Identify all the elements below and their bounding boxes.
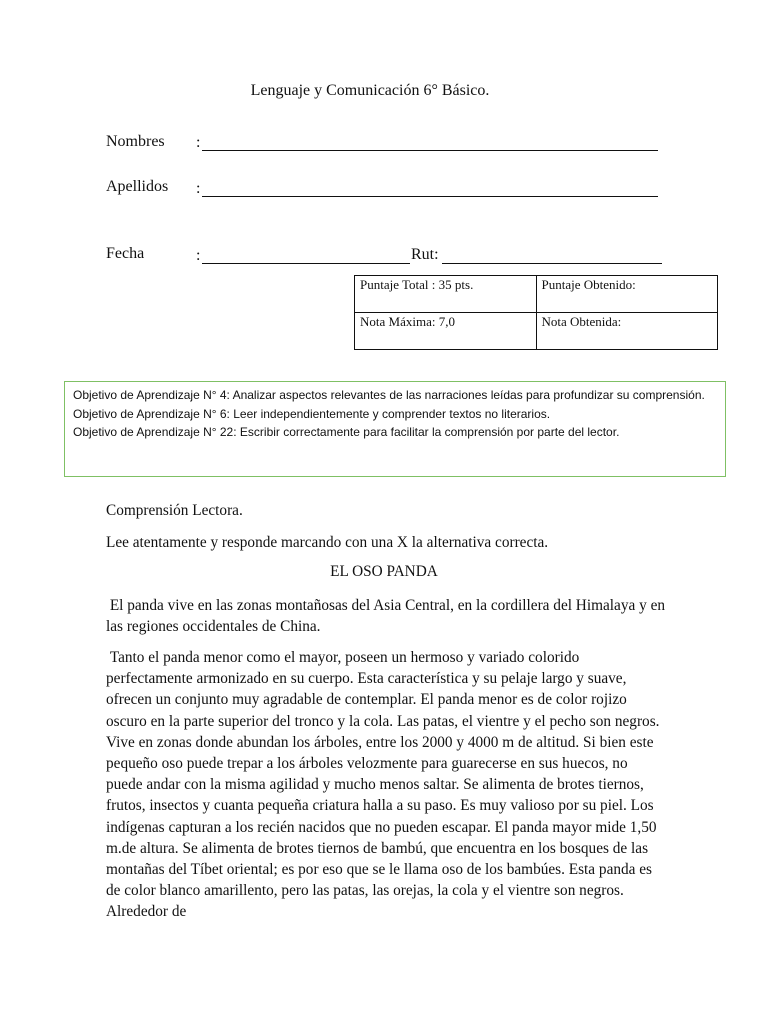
- apellidos-label: Apellidos: [106, 178, 169, 195]
- score-table: [354, 275, 718, 350]
- paragraph-2: Tanto el panda menor como el mayor, poseen un hermoso y variado colorido perfectamente armonizado en su cuerpo. Esta característica y su pelaje largo y suave, ofrecen un conjunto muy agradable de contemplar. El panda menor es de color rojizo oscuro en la parte superior del tronco y la cola. Las patas, el vientre y el pecho son negros. Vive en zonas donde abundan los árboles, entre los 2000 y 4000 m de altitud. Si bien este pequeño oso puede trepar a los árboles velozmente para guarecerse en sus huecos, no puede andar con la misma agilidad y mucho menos saltar. Se alimenta de brotes tiernos, frutos, insectos y cuanta pequeña criatura halla a su paso. Es muy valioso por su piel. Los indígenas capturan a los recién nacidos que no pueden escapar. El panda mayor mide 1,50 m.de altura. Se alimenta de brotes tiernos de bambú, que encuentra en los bosques de las montañas del Tíbet oriental; es por eso que se le llama oso de los bambúes. Esta panda es de color blanco amarillento, pero las patas, las orejas, la cola y el vientre son negros. Alrededor de: [106, 649, 664, 921]
- paragraph-1: El panda vive en las zonas montañosas del Asia Central, en la cordillera del Himalaya y en las regiones occidentales de China.: [106, 597, 669, 636]
- fecha-field[interactable]: [202, 263, 410, 264]
- rut-field[interactable]: [442, 263, 662, 264]
- nombres-colon: :: [196, 134, 201, 151]
- reading-title: EL OSO PANDA: [330, 563, 438, 580]
- rut-label: Rut:: [411, 246, 439, 263]
- objectives-box: [64, 381, 726, 477]
- page-title: Lenguaje y Comunicación 6° Básico.: [250, 82, 490, 99]
- nota-obtenida-cell[interactable]: Nota Obtenida:: [536, 313, 718, 350]
- objective-item: Objetivo de Aprendizaje N° 6: Leer independientemente y comprender textos no literarios.: [73, 406, 551, 421]
- nota-maxima-cell: Nota Máxima: 7,0: [355, 313, 537, 350]
- puntaje-obtenido-cell[interactable]: Puntaje Obtenido:: [536, 276, 718, 313]
- apellidos-field[interactable]: [202, 196, 658, 197]
- fecha-label: Fecha: [106, 245, 145, 262]
- objective-item: Objetivo de Aprendizaje N° 4: Analizar aspectos relevantes de las narraciones leídas para profundizar su comprensión.: [73, 388, 705, 402]
- section-heading: Comprensión Lectora.: [106, 502, 243, 519]
- apellidos-colon: :: [196, 180, 201, 197]
- objective-item: Objetivo de Aprendizaje N° 22: Escribir correctamente para facilitar la comprensión por parte del lector.: [73, 425, 620, 440]
- puntaje-total-cell: Puntaje Total : 35 pts.: [355, 276, 537, 313]
- fecha-colon: :: [196, 247, 201, 264]
- nombres-field[interactable]: [202, 150, 658, 151]
- nombres-label: Nombres: [106, 133, 165, 150]
- instruction-text: Lee atentamente y responde marcando con una X la alternativa correcta.: [106, 534, 549, 551]
